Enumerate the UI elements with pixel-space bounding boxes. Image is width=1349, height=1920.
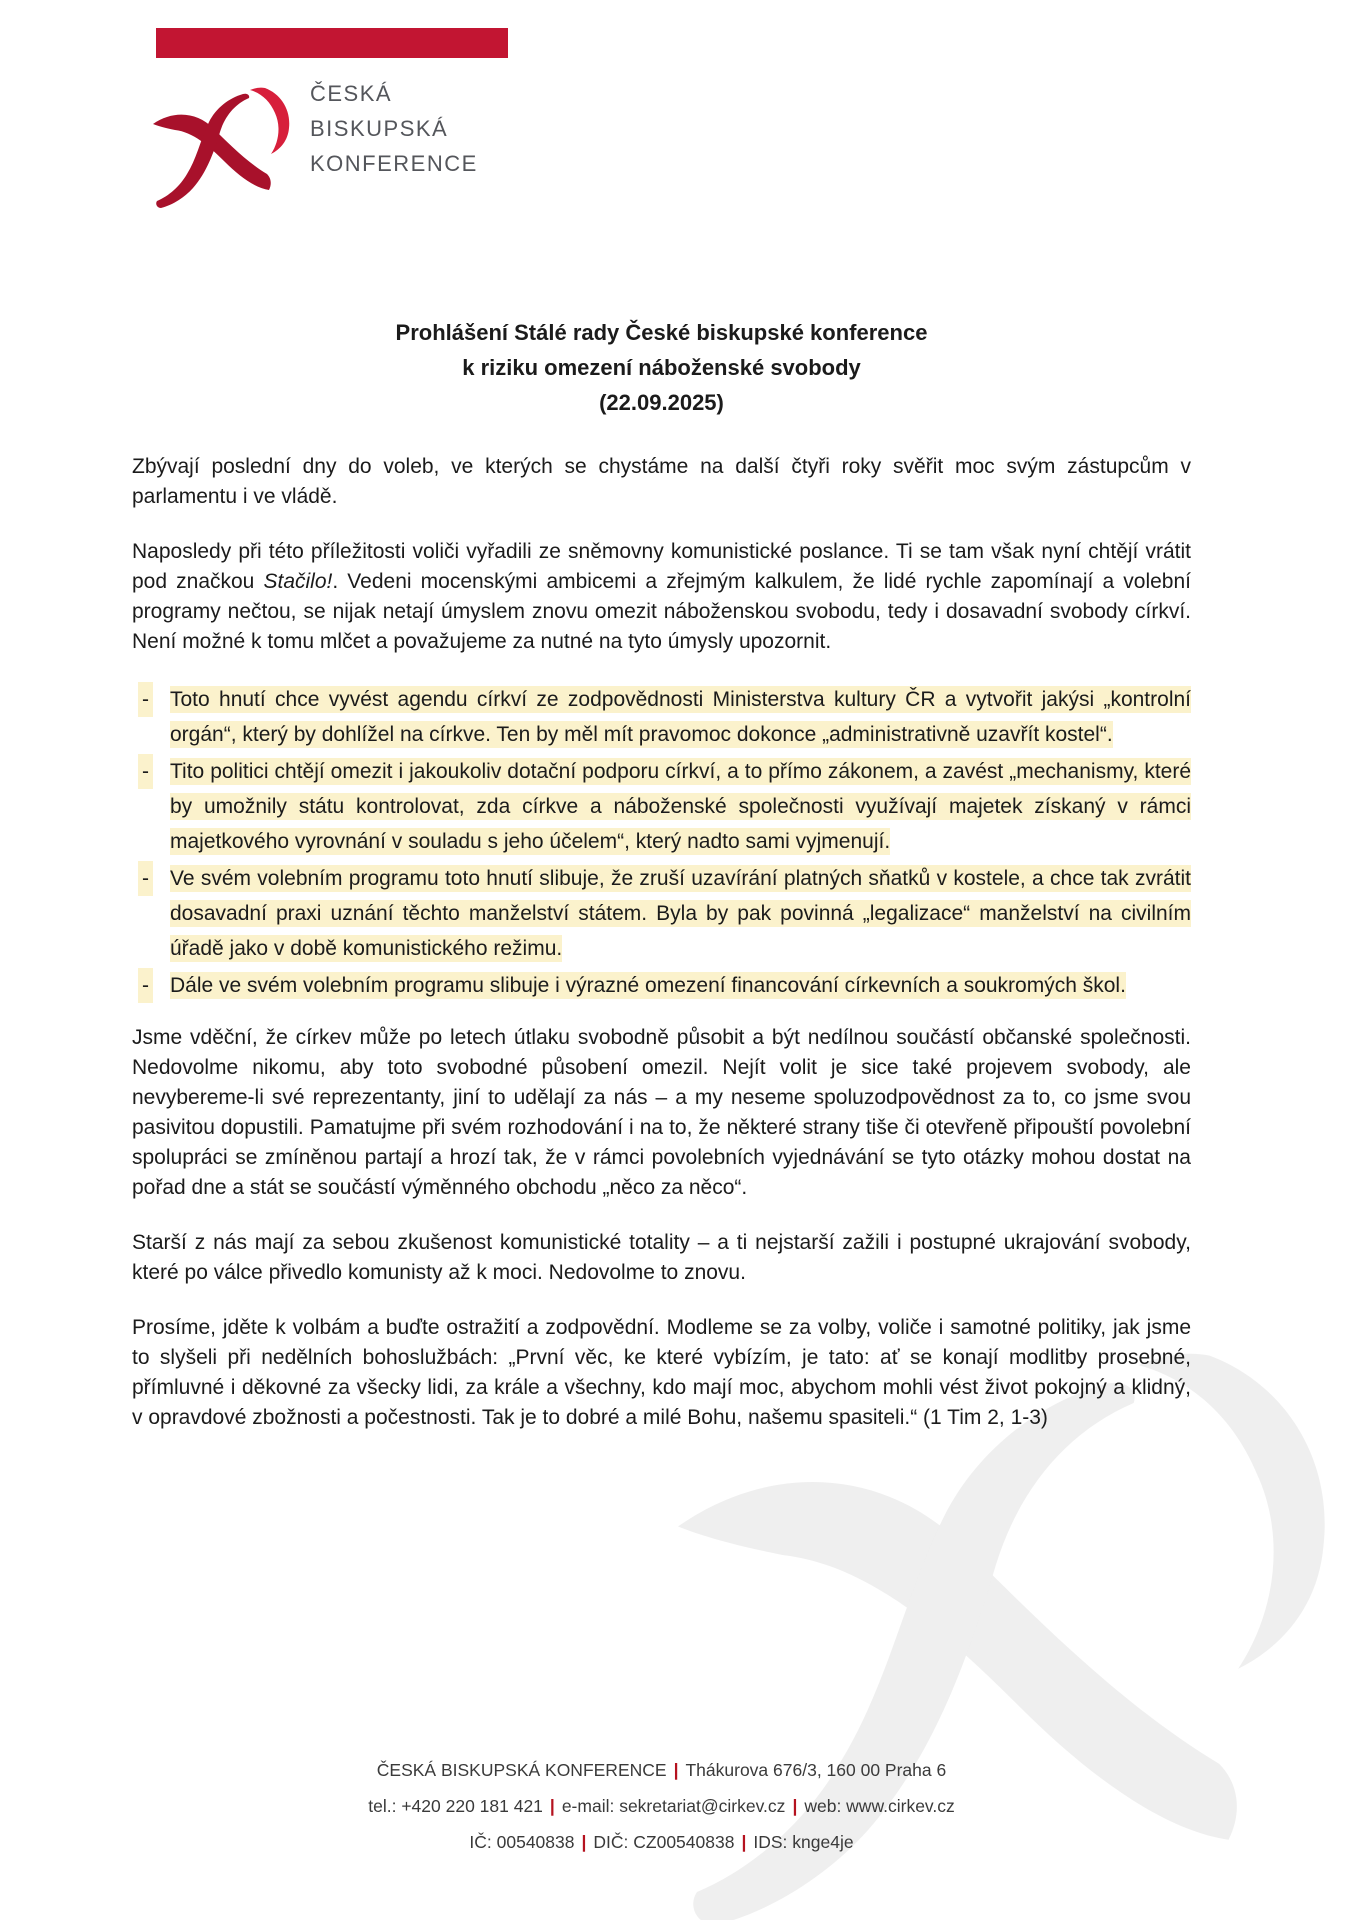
bullet-item-4	[132, 968, 1191, 1003]
logo-wordmark-line1: ČESKÁ	[310, 81, 393, 106]
logo-wordmark	[310, 76, 478, 181]
logo-wordmark-line3: KONFERENCE	[310, 151, 478, 176]
header-red-bar	[156, 28, 508, 58]
footer-dic: DIČ: CZ00540838	[593, 1832, 735, 1852]
document-body	[132, 315, 1191, 1458]
bullet-item-3	[132, 861, 1191, 966]
bullet-text-3: Ve svém volebním programu toto hnutí slibuje, že zruší uzavírání platných sňatků v kostele, a chce tak zvrátit dosavadní praxi uznání těchto manželství státem. Byla by pak povinná „legalizace“ manželství na civilním úřadě jako v době komunistického režimu.	[170, 867, 1191, 960]
footer-line-2	[132, 1788, 1191, 1824]
bullet-text-2: Tito politici chtějí omezit i jakoukoliv dotační podporu církví, a to přímo zákonem, a zavést „mechanismy, které by umožnily státu kontrolovat, zda církve a náboženské společnosti využívají majetek získaný v rámci majetkového vyrovnání v souladu s jeho účelem“, který nadto sami vyjmenují.	[170, 760, 1191, 853]
footer-separator: |	[581, 1832, 587, 1852]
footer-ic: IČ: 00540838	[469, 1832, 575, 1852]
paragraph-2-text-b: . Vedeni mocenskými ambicemi a zřejmým kalkulem, že lidé rychle zapomínají a volební programy nečtou, se nijak netají úmyslem znovu omezit náboženskou svobodu, tedy i dosavadní svobody církví. Není možné k tomu mlčet a považujeme za nutné na tyto úmysly upozornit.	[132, 570, 1191, 653]
paragraph-5	[132, 1313, 1191, 1433]
bullet-dash: -	[138, 861, 153, 896]
paragraph-2-text-a: Naposledy při této příležitosti voliči vyřadili ze sněmovny komunistické poslance. Ti se tam však nyní chtějí vrátit pod značkou	[132, 540, 1191, 593]
paragraph-1	[132, 452, 1191, 512]
footer-email: e-mail: sekretariat@cirkev.cz	[561, 1796, 786, 1816]
footer-line-1	[132, 1752, 1191, 1788]
footer-org-name: ČESKÁ BISKUPSKÁ KONFERENCE	[376, 1760, 667, 1780]
footer-phone: tel.: +420 220 181 421	[368, 1796, 543, 1816]
paragraph-3-text: Jsme vděční, že církev může po letech útlaku svobodně působit a být nedílnou součástí občanské společnosti. Nedovolme nikomu, aby toto svobodné působení omezil. Nejít volit je sice také projevem svobody, ale nevybereme-li své reprezentanty, jiní to udělají za nás – a my neseme spoluzodpovědnost za to, co jsme svou pasivitou dopustili. Pamatujme při svém rozhodování i na to, že některé strany tiše či otevřeně připouští povolební spolupráci se zmíněnou partají a hrozí tak, že v rámci povolebních vyjednávání se tyto otázky mohou dostat na pořad dne a stát se součástí výměnného obchodu „něco za něco“.	[132, 1026, 1191, 1199]
bullet-text-1: Toto hnutí chce vyvést agendu církví ze zodpovědnosti Ministerstva kultury ČR a vytvořit jakýsi „kontrolní orgán“, který by dohlížel na církve. Ten by měl mít pravomoc dokonce „administrativně uzavřít kostel“.	[170, 688, 1191, 746]
bullet-dash: -	[138, 754, 153, 789]
cbk-logo-ribbon-icon	[153, 86, 291, 213]
stacilo-brand-name: Stačilo!	[263, 570, 333, 593]
paragraph-2	[132, 537, 1191, 657]
paragraph-4	[132, 1228, 1191, 1288]
footer-address: Thákurova 676/3, 160 00 Praha 6	[685, 1760, 947, 1780]
footer-line-3	[132, 1824, 1191, 1860]
footer-ids: IDS: knge4je	[753, 1832, 854, 1852]
page-footer	[132, 1752, 1191, 1860]
title-line-2: k riziku omezení náboženské svobody	[462, 355, 861, 380]
paragraph-3	[132, 1023, 1191, 1203]
logo-wordmark-line2: BISKUPSKÁ	[310, 116, 449, 141]
bullet-dash: -	[138, 682, 153, 717]
footer-separator: |	[549, 1796, 555, 1816]
paragraph-1-text: Zbývají poslední dny do voleb, ve kterých se chystáme na další čtyři roky svěřit moc svým zástupcům v parlamentu i ve vládě.	[132, 455, 1191, 508]
footer-separator: |	[741, 1832, 747, 1852]
title-line-1: Prohlášení Stálé rady České biskupské konference	[395, 320, 928, 345]
bullet-item-1	[132, 682, 1191, 752]
bullet-list	[132, 682, 1191, 1003]
title-line-3: (22.09.2025)	[599, 390, 724, 415]
paragraph-4-text: Starší z nás mají za sebou zkušenost komunistické totality – a ti nejstarší zažili i postupné ukrajování svobody, které po válce přivedlo komunisty až k moci. Nedovolme to znovu.	[132, 1231, 1191, 1284]
bullet-item-2	[132, 754, 1191, 859]
paragraph-5-text: Prosíme, jděte k volbám a buďte ostražití a zodpovědní. Modleme se za volby, voliče i samotné politiky, jak jsme to slyšeli při nedělních bohoslužbách: „První věc, ke které vybízím, je tato: ať se konají modlitby prosebné, přímluvné i děkovné za všecky lidi, za krále a všechny, kdo mají moc, abychom mohli vést život pokojný a klidný, v opravdové zbožnosti a počestnosti. Tak je to dobré a milé Bohu, našemu spasiteli.“ (1 Tim 2, 1-3)	[132, 1316, 1191, 1429]
document-title	[132, 315, 1191, 420]
footer-separator: |	[673, 1760, 679, 1780]
footer-web: web: www.cirkev.cz	[804, 1796, 955, 1816]
bullet-text-4: Dále ve svém volebním programu slibuje i výrazné omezení financování církevních a soukromých škol.	[170, 974, 1126, 997]
bullet-dash: -	[138, 968, 153, 1003]
footer-separator: |	[792, 1796, 798, 1816]
